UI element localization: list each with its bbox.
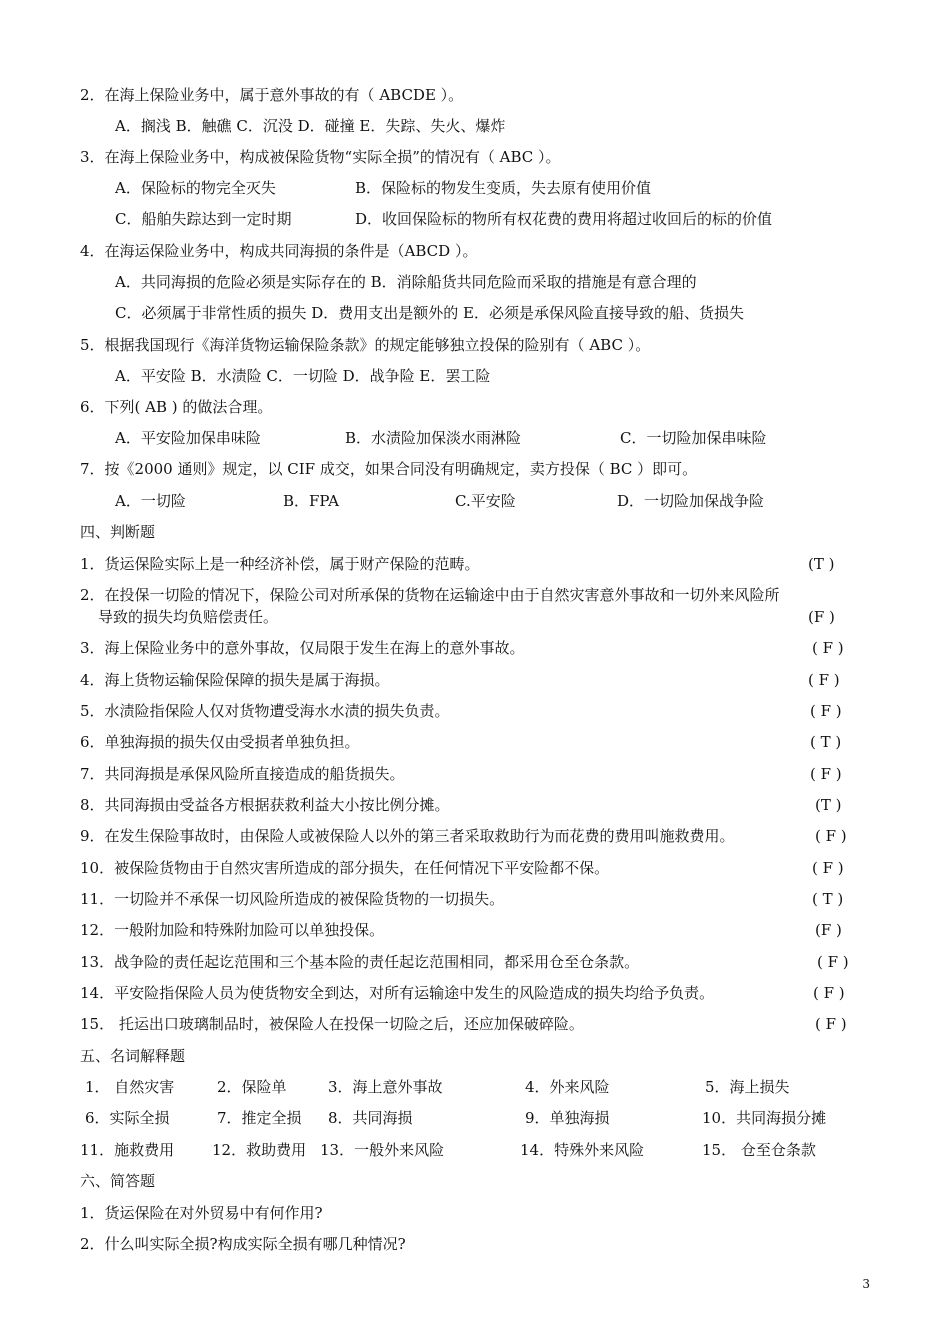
- question-3-option-a: A．保险标的物完全灭失: [115, 179, 276, 197]
- judge-item-9: 9．在发生保险事故时，由保险人或被保险人以外的第三者采取救助行为而花费的费用叫施救费用。: [80, 827, 735, 845]
- question-2-options: A．搁浅 B．触礁 C．沉没 D．碰撞 E．失踪、失火、爆炸: [115, 117, 506, 135]
- judge-item-7: 7．共同海损是承保风险所直接造成的船货损失。: [80, 765, 405, 783]
- judge-item-5: 5．水渍险指保险人仅对货物遭受海水水渍的损失负责。: [80, 702, 450, 720]
- term-4: 4．外来风险: [525, 1078, 610, 1096]
- judge-answer-8: (T ): [815, 796, 842, 814]
- short-question-2: 2．什么叫实际全损?构成实际全损有哪几种情况?: [80, 1235, 406, 1253]
- question-6-option-b: B．水渍险加保淡水雨淋险: [345, 429, 522, 447]
- question-5: 5．根据我国现行《海洋货物运输保险条款》的规定能够独立投保的险别有（ ABC ）。: [80, 336, 651, 354]
- question-2: 2．在海上保险业务中，属于意外事故的有（ ABCDE ）。: [80, 86, 464, 104]
- question-7-option-a: A．一切险: [115, 492, 186, 510]
- judge-item-3: 3．海上保险业务中的意外事故，仅局限于发生在海上的意外事故。: [80, 639, 525, 657]
- question-7-option-d: D．一切险加保战争险: [617, 492, 765, 510]
- judge-item-4: 4．海上货物运输保险保障的损失是属于海损。: [80, 671, 390, 689]
- question-3-option-c: C．船舶失踪达到一定时期: [115, 210, 292, 228]
- judge-item-1: 1．货运保险实际上是一种经济补偿，属于财产保险的范畴。: [80, 555, 480, 573]
- term-12: 12．救助费用: [212, 1141, 307, 1159]
- question-4-options-ab: A．共同海损的危险必须是实际存在的 B．消除船货共同危险而采取的措施是有意合理的: [115, 273, 697, 291]
- judge-item-8: 8．共同海损由受益各方根据获救利益大小按比例分摊。: [80, 796, 450, 814]
- judge-item-14: 14．平安险指保险人员为使货物安全到达，对所有运输途中发生的风险造成的损失均给予负责。: [80, 984, 715, 1002]
- judge-answer-15: ( F ): [815, 1015, 847, 1033]
- judge-answer-14: ( F ): [813, 984, 845, 1002]
- section-heading-judge: 四、判断题: [80, 523, 156, 541]
- short-question-1: 1．货运保险在对外贸易中有何作用?: [80, 1204, 323, 1222]
- judge-item-6: 6．单独海损的损失仅由受损者单独负担。: [80, 733, 360, 751]
- question-7-option-c: C.平安险: [455, 492, 516, 510]
- term-3: 3．海上意外事故: [328, 1078, 443, 1096]
- term-5: 5．海上损失: [705, 1078, 790, 1096]
- section-heading-short: 六、简答题: [80, 1172, 156, 1190]
- question-7-option-b: B．FPA: [283, 492, 339, 510]
- judge-item-11: 11．一切险并不承保一切风险所造成的被保险货物的一切损失。: [80, 890, 505, 908]
- judge-answer-9: ( F ): [815, 827, 847, 845]
- question-6: 6．下列( AB ) 的做法合理。: [80, 398, 273, 416]
- judge-answer-3: ( F ): [812, 639, 844, 657]
- question-7: 7．按《2000 通则》规定，以 CIF 成交，如果合同没有明确规定，卖方投保（ BC ）即可。: [80, 460, 698, 478]
- question-3-option-d: D．收回保险标的物所有权花费的费用将超过收回后的标的价值: [355, 210, 773, 228]
- question-6-option-c: C．一切险加保串味险: [620, 429, 767, 447]
- question-3-option-b: B．保险标的物发生变质，失去原有使用价值: [355, 179, 652, 197]
- term-13: 13．一般外来风险: [320, 1141, 445, 1159]
- term-15: 15． 仓至仓条款: [702, 1141, 816, 1159]
- judge-item-13: 13．战争险的责任起讫范围和三个基本险的责任起讫范围相同，都采用仓至仓条款。: [80, 953, 640, 971]
- judge-answer-7: ( F ): [810, 765, 842, 783]
- judge-answer-1: (T ): [808, 555, 835, 573]
- judge-item-10: 10．被保险货物由于自然灾害所造成的部分损失，在任何情况下平安险都不保。: [80, 859, 610, 877]
- question-5-options: A．平安险 B．水渍险 C．一切险 D．战争险 E．罢工险: [115, 367, 491, 385]
- question-4-options-cde: C．必须属于非常性质的损失 D．费用支出是额外的 E．必须是承保风险直接导致的船、货损失: [115, 304, 744, 322]
- question-4: 4．在海运保险业务中，构成共同海损的条件是（ABCD ）。: [80, 242, 478, 260]
- judge-item-2-cont: 导致的损失均负赔偿责任。: [98, 608, 279, 626]
- question-3: 3．在海上保险业务中，构成被保险货物“实际全损”的情况有（ ABC ）。: [80, 148, 561, 166]
- judge-answer-6: ( T ): [810, 733, 842, 751]
- term-6: 6．实际全损: [85, 1109, 170, 1127]
- judge-answer-2: (F ): [808, 608, 835, 626]
- section-heading-terms: 五、名词解释题: [80, 1047, 186, 1065]
- judge-answer-12: (F ): [815, 921, 842, 939]
- judge-item-2: 2．在投保一切险的情况下，保险公司对所承保的货物在运输途中由于自然灾害意外事故和一切外来风险所: [80, 586, 780, 604]
- judge-answer-11: ( T ): [812, 890, 844, 908]
- term-14: 14．特殊外来风险: [520, 1141, 645, 1159]
- judge-answer-5: ( F ): [810, 702, 842, 720]
- term-1: 1． 自然灾害: [85, 1078, 175, 1096]
- term-7: 7．推定全损: [217, 1109, 302, 1127]
- term-9: 9．单独海损: [525, 1109, 610, 1127]
- page-number: 3: [862, 1277, 870, 1291]
- judge-answer-13: ( F ): [817, 953, 849, 971]
- judge-item-12: 12．一般附加险和特殊附加险可以单独投保。: [80, 921, 385, 939]
- judge-item-15: 15． 托运出口玻璃制品时，被保险人在投保一切险之后，还应加保破碎险。: [80, 1015, 584, 1033]
- term-2: 2．保险单: [217, 1078, 287, 1096]
- question-6-option-a: A．平安险加保串味险: [115, 429, 261, 447]
- judge-answer-4: ( F ): [808, 671, 840, 689]
- term-8: 8．共同海损: [328, 1109, 413, 1127]
- judge-answer-10: ( F ): [812, 859, 844, 877]
- term-10: 10．共同海损分摊: [702, 1109, 827, 1127]
- term-11: 11．施救费用: [80, 1141, 175, 1159]
